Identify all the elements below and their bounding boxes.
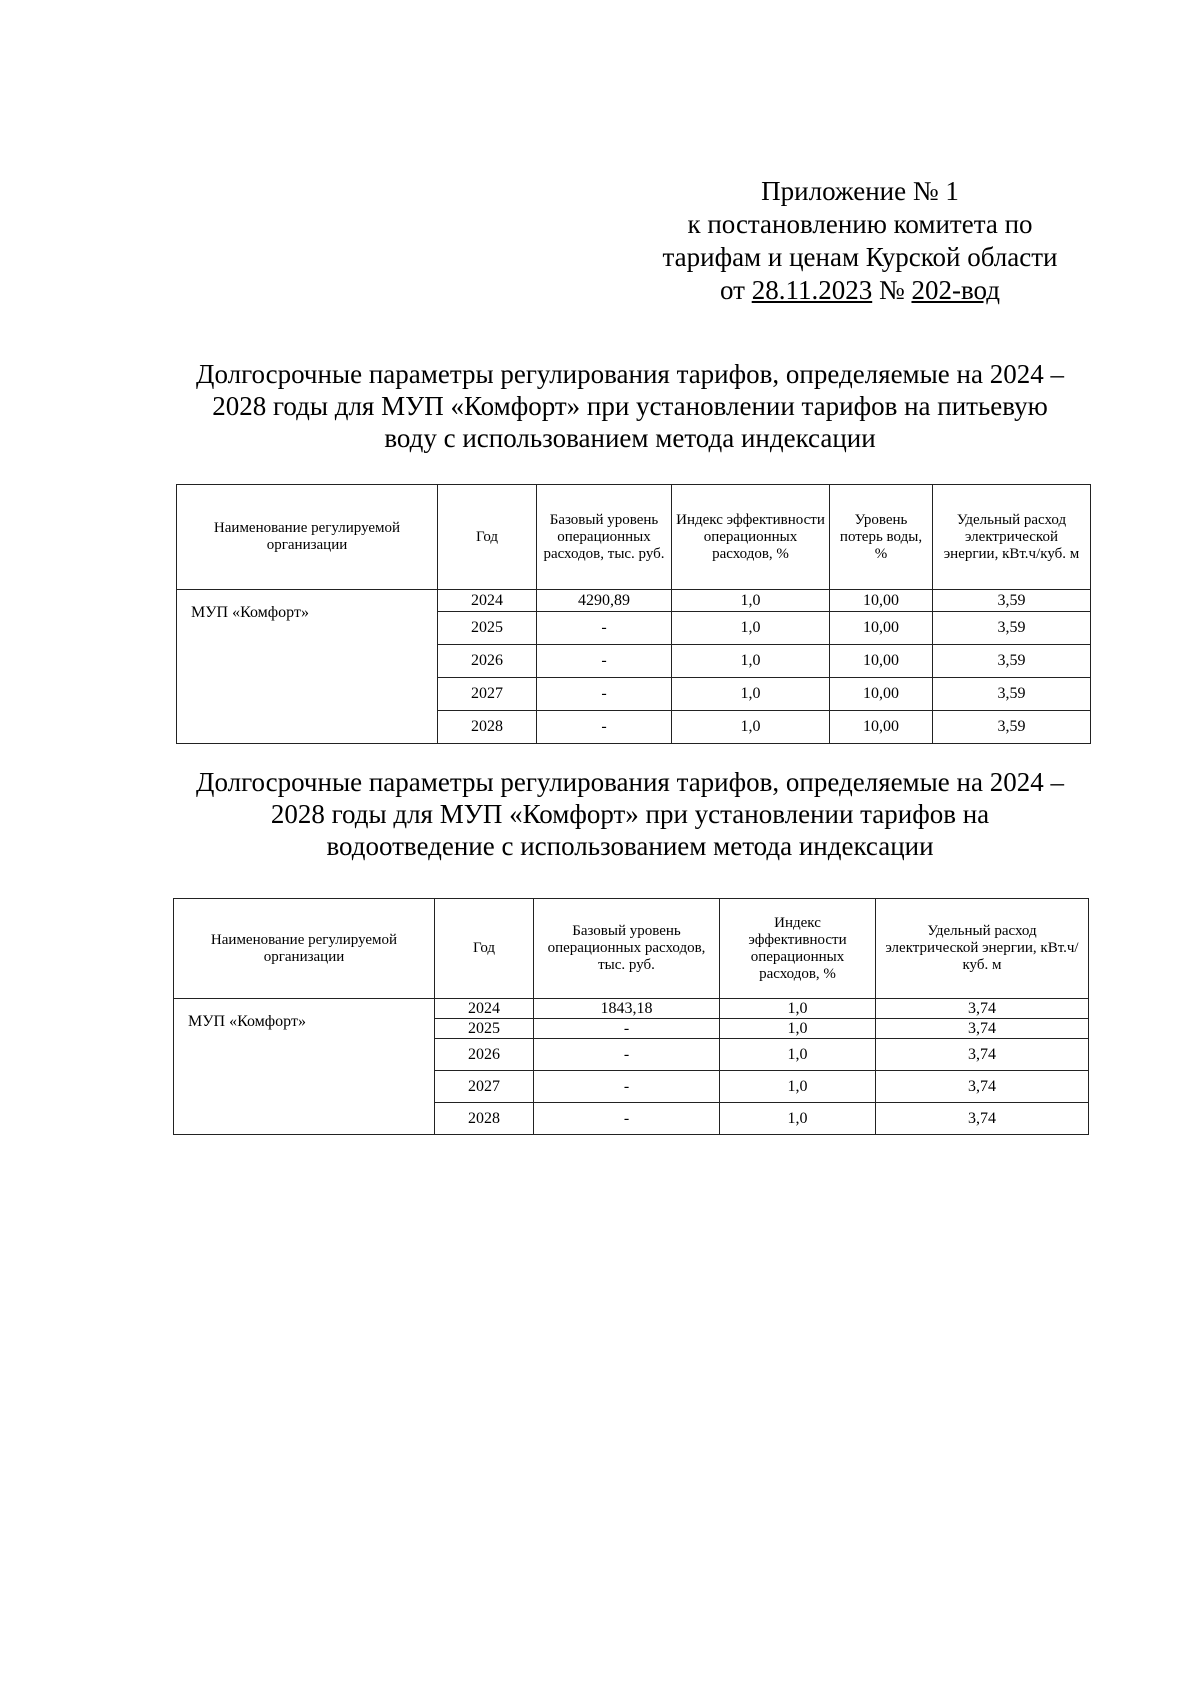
organization-cell: МУП «Комфорт» (177, 590, 438, 744)
column-header-water-losses: Уровень потерь воды, % (830, 485, 933, 590)
base-expenses-cell: 1843,18 (534, 999, 720, 1019)
energy-consumption-cell: 3,74 (876, 1039, 1089, 1071)
column-header-energy-consumption: Удельный расход электрической энергии, кВт.ч/куб. м (876, 899, 1089, 999)
column-header-base-expenses: Базовый уровень операционных расходов, тыс. руб. (537, 485, 672, 590)
date-prefix: от (720, 275, 745, 305)
water-supply-parameters-table (176, 484, 1091, 744)
section1-heading (150, 358, 1110, 454)
year-cell: 2025 (438, 612, 537, 645)
column-header-year: Год (438, 485, 537, 590)
energy-consumption-cell: 3,59 (933, 612, 1091, 645)
table-row (177, 590, 1091, 612)
energy-consumption-cell: 3,74 (876, 999, 1089, 1019)
number-sign: № (878, 275, 905, 305)
base-expenses-cell: - (534, 1071, 720, 1103)
water-losses-cell: 10,00 (830, 711, 933, 744)
heading-line: Долгосрочные параметры регулирования тарифов, определяемые на 2024 – (196, 359, 1064, 389)
table-row (174, 999, 1089, 1019)
year-cell: 2024 (438, 590, 537, 612)
water-losses-cell: 10,00 (830, 645, 933, 678)
appendix-line-resolution: к постановлению комитета по (687, 209, 1033, 239)
energy-consumption-cell: 3,59 (933, 645, 1091, 678)
efficiency-index-cell: 1,0 (672, 612, 830, 645)
water-losses-cell: 10,00 (830, 590, 933, 612)
column-header-efficiency-index: Индекс эффективности операционных расходов, % (720, 899, 876, 999)
base-expenses-cell: 4290,89 (537, 590, 672, 612)
base-expenses-cell: - (534, 1103, 720, 1135)
base-expenses-cell: - (534, 1019, 720, 1039)
energy-consumption-cell: 3,59 (933, 590, 1091, 612)
heading-line: Долгосрочные параметры регулирования тарифов, определяемые на 2024 – (196, 767, 1064, 797)
water-losses-cell: 10,00 (830, 678, 933, 711)
base-expenses-cell: - (537, 645, 672, 678)
base-expenses-cell: - (537, 678, 672, 711)
energy-consumption-cell: 3,59 (933, 678, 1091, 711)
year-cell: 2024 (435, 999, 534, 1019)
efficiency-index-cell: 1,0 (720, 1103, 876, 1135)
energy-consumption-cell: 3,74 (876, 1019, 1089, 1039)
efficiency-index-cell: 1,0 (672, 590, 830, 612)
section2-heading (150, 766, 1110, 862)
water-losses-cell: 10,00 (830, 612, 933, 645)
resolution-date: 28.11.2023 (751, 275, 873, 305)
energy-consumption-cell: 3,59 (933, 711, 1091, 744)
year-cell: 2027 (438, 678, 537, 711)
year-cell: 2026 (435, 1039, 534, 1071)
column-header-energy-consumption: Удельный расход электрической энергии, кВт.ч/куб. м (933, 485, 1091, 590)
efficiency-index-cell: 1,0 (720, 1039, 876, 1071)
column-header-year: Год (435, 899, 534, 999)
efficiency-index-cell: 1,0 (672, 645, 830, 678)
efficiency-index-cell: 1,0 (720, 1019, 876, 1039)
year-cell: 2028 (435, 1103, 534, 1135)
energy-consumption-cell: 3,74 (876, 1071, 1089, 1103)
table-header-row (174, 899, 1089, 999)
appendix-header (630, 175, 1090, 307)
column-header-organization: Наименование регулируемой организации (177, 485, 438, 590)
heading-line: воду с использованием метода индексации (384, 423, 876, 453)
efficiency-index-cell: 1,0 (672, 711, 830, 744)
organization-cell: МУП «Комфорт» (174, 999, 435, 1135)
base-expenses-cell: - (537, 612, 672, 645)
year-cell: 2027 (435, 1071, 534, 1103)
efficiency-index-cell: 1,0 (720, 999, 876, 1019)
appendix-title: Приложение № 1 (761, 176, 959, 206)
column-header-efficiency-index: Индекс эффективности операционных расходов, % (672, 485, 830, 590)
heading-line: 2028 годы для МУП «Комфорт» при установлении тарифов на питьевую (212, 391, 1048, 421)
column-header-organization: Наименование регулируемой организации (174, 899, 435, 999)
appendix-line-committee: тарифам и ценам Курской области (662, 242, 1058, 272)
base-expenses-cell: - (534, 1039, 720, 1071)
appendix-date-line (630, 274, 1090, 307)
heading-line: 2028 годы для МУП «Комфорт» при установлении тарифов на (270, 799, 990, 829)
efficiency-index-cell: 1,0 (672, 678, 830, 711)
efficiency-index-cell: 1,0 (720, 1071, 876, 1103)
year-cell: 2025 (435, 1019, 534, 1039)
wastewater-parameters-table (173, 898, 1089, 1135)
year-cell: 2028 (438, 711, 537, 744)
year-cell: 2026 (438, 645, 537, 678)
resolution-number: 202-вод (911, 275, 1000, 305)
column-header-base-expenses: Базовый уровень операционных расходов, тыс. руб. (534, 899, 720, 999)
heading-line: водоотведение с использованием метода индексации (326, 831, 934, 861)
table-header-row (177, 485, 1091, 590)
energy-consumption-cell: 3,74 (876, 1103, 1089, 1135)
base-expenses-cell: - (537, 711, 672, 744)
